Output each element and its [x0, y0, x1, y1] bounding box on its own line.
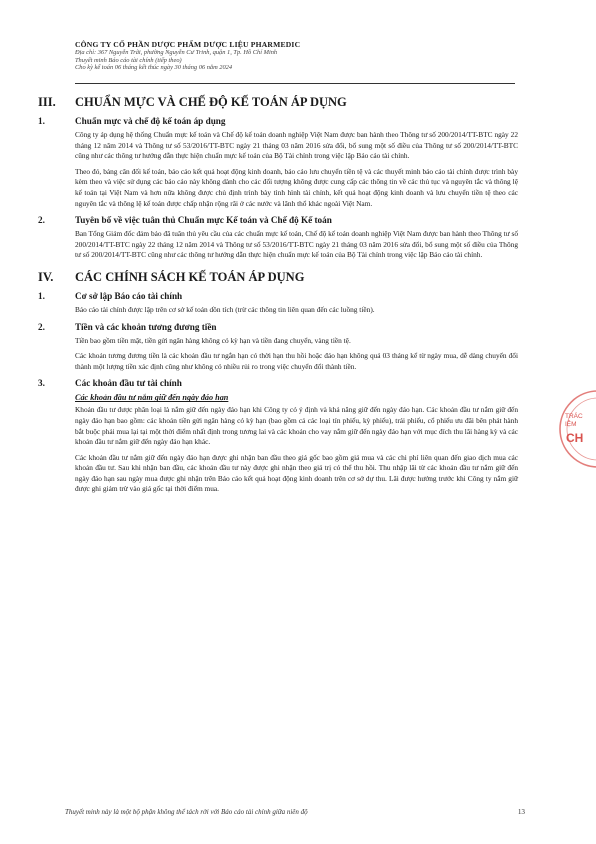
section-heading: IV. CÁC CHÍNH SÁCH KẾ TOÁN ÁP DỤNG: [38, 269, 305, 284]
footer-note: Thuyết minh này là một bộ phận không thể tách rời với Báo cáo tài chính giữa niên độ: [65, 808, 308, 816]
paragraph: Tiền bao gồm tiền mặt, tiền gửi ngân hàng không có kỳ hạn và tiền đang chuyển, vàng tiền tệ.: [75, 335, 351, 345]
page-footer: [65, 808, 525, 816]
header-rule: [75, 83, 515, 84]
paragraph: Khoản đầu tư được phân loại là nắm giữ đến ngày đáo hạn khi Công ty có ý định và khả năng giữ đến ngày đáo hạn. Các khoản đầu tư nắm giữ đến ngày đáo hạn bao gồm: các khoản tiền gửi ngân hàng có kỳ hạn (bao gồm cả các loại tín phiếu, kỳ phiếu), trái phiếu, cổ phiếu ưu đãi bên phát hành bắt buộc phải mua lại tại một thời điểm nhất định trong tương lai và các khoản cho vay nắm giữ đến ngày đáo hạn với mục đích thu lãi hàng kỳ và các khoản đầu tư nắm giữ đến ngày đáo hạn khác.: [75, 405, 518, 447]
subsection-heading: 2. Tuyên bố về việc tuân thủ Chuẩn mực Kế toán và Chế độ Kế toán: [38, 215, 332, 226]
svg-text:IỆM: IỆM: [565, 421, 577, 428]
reporting-period: Cho kỳ kế toán 06 tháng kết thúc ngày 30 tháng 06 năm 2024: [75, 64, 233, 72]
subsection-heading: 3. Các khoản đầu tư tài chính: [38, 378, 182, 389]
subsection-subtitle: Các khoản đầu tư nắm giữ đến ngày đáo hạn: [75, 393, 229, 403]
document-title: Thuyết minh Báo cáo tài chính (tiếp theo): [75, 56, 182, 64]
subsection-heading: 1. Cơ sở lập Báo cáo tài chính: [38, 290, 183, 301]
document-body: [38, 94, 518, 500]
paragraph: Các khoản tương đương tiền là các khoản đầu tư ngắn hạn có thời hạn thu hồi hoặc đáo hạn không quá 03 tháng kể từ ngày mua, dễ dàng chuyển đổi thành một lượng tiền xác định cũng như không có nhiều rủi ro trong việc chuyển đổi thành tiền.: [75, 351, 518, 371]
section-heading: III. CHUẨN MỰC VÀ CHẾ ĐỘ KẾ TOÁN ÁP DỤNG: [38, 95, 347, 109]
svg-text:CH: CH: [566, 431, 584, 445]
subsection-heading: 1. Chuẩn mực và chế độ kế toán áp dụng: [38, 116, 226, 126]
paragraph: Theo đó, bảng cân đối kế toán, báo cáo kết quả hoạt động kinh doanh, báo cáo lưu chuyển tiền tệ và các thuyết minh báo cáo tài chính được trình bày kèm theo và việc sử dụng các báo cáo này không dành cho các đối tượng không được cung cấp các thông tin về các thủ tục và nguyên tắc và thông lệ kế toán tại Việt Nam và hơn nữa không được chủ định trình bày tình hình tài chính, kết quả hoạt động kinh doanh và lưu chuyển tiền tệ theo các nguyên tắc và thông lệ kế toán được chấp nhận rộng rãi ở các nước và lãnh thổ khác ngoài Việt Nam.: [75, 166, 518, 208]
paragraph: Báo cáo tài chính được lập trên cơ sở kế toán dồn tích (trừ các thông tin liên quan đến các luồng tiền).: [75, 304, 375, 314]
paragraph: Các khoản đầu tư nắm giữ đến ngày đáo hạn được ghi nhận ban đầu theo giá gốc bao gồm giá mua và các chi phí liên quan đến giao dịch mua các khoản đầu tư. Sau khi nhận ban đầu, các khoản đầu tư này được ghi nhận theo giá trị có thể thu hồi. Thu nhập lãi từ các khoản đầu tư nắm giữ đến ngày đáo hạn sau ngày mua được ghi nhận trên Báo cáo kết quả hoạt động kinh doanh trên cơ sở dự thu. Lãi được hưởng trước khi Công ty nắm giữ được ghi giảm trừ vào giá gốc tại thời điểm mua.: [75, 452, 518, 494]
paragraph: Công ty áp dụng hệ thống Chuẩn mực kế toán và Chế độ kế toán doanh nghiệp Việt Nam được ban hành theo Thông tư số 200/2014/TT-BTC ngày 22 tháng 12 năm 2014 và Thông tư số 53/2016/TT-BTC ngày 21 tháng 03 năm 2016 sửa đổi, bổ sung một số điều của Thông tư số 200/2014/TT-BTC cũng như các thông tư hướng dẫn thực hiện chuẩn mực kế toán của Bộ Tài chính trong việc lập Báo cáo tài chính.: [75, 130, 518, 161]
company-address: Địa chỉ: 367 Nguyễn Trãi, phường Nguyễn Cư Trinh, quận 1, Tp. Hồ Chí Minh: [75, 49, 278, 56]
page-number: 13: [517, 808, 525, 816]
company-seal-stamp: [556, 382, 596, 477]
company-name: CÔNG TY CỔ PHẦN DƯỢC PHẨM DƯỢC LIỆU PHARMEDIC: [75, 40, 301, 49]
paragraph: Ban Tổng Giám đốc đảm bảo đã tuân thủ yêu cầu của các chuẩn mực kế toán, Chế độ kế toán doanh nghiệp Việt Nam được ban hành theo Thông tư số 200/2014/TT-BTC ngày 22 tháng 12 năm 2014 và Thông tư số 53/2016/TT-BTC ngày 21 tháng 03 năm 2016 sửa đổi, bổ sung một số điều của Thông tư số 200/2014/TT-BTC cũng như các thông tư hướng dẫn thực hiện chuẩn mực kế toán của Bộ Tài chính trong việc lập Báo cáo tài chính.: [75, 229, 518, 260]
page-header: [75, 40, 515, 72]
subsection-heading: 2. Tiền và các khoản tương đương tiền: [38, 321, 217, 332]
svg-text:TRÁC: TRÁC: [565, 413, 583, 420]
